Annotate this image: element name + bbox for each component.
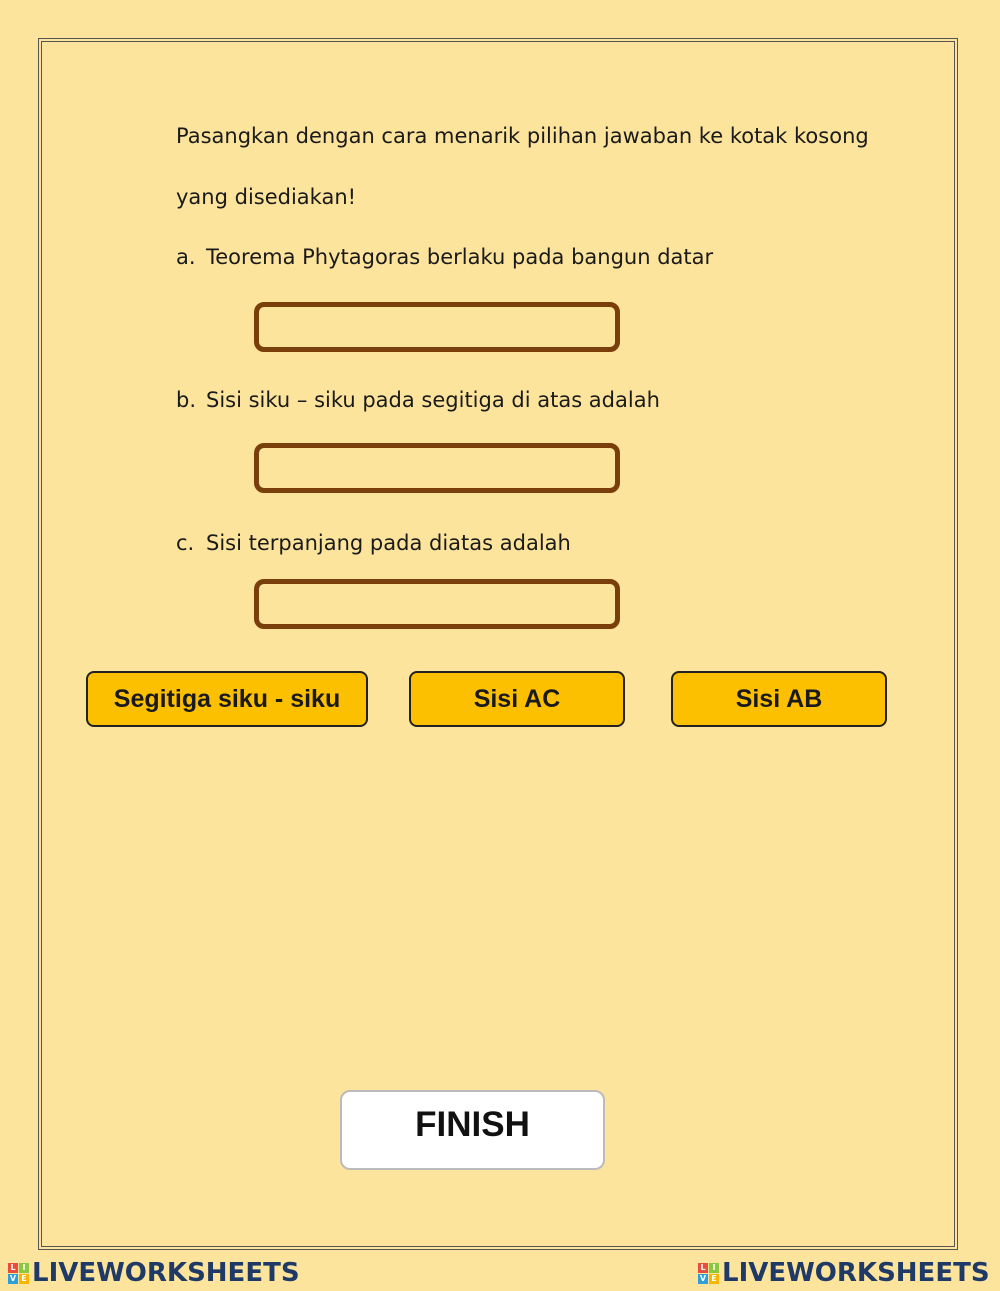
question-b-label: b. — [176, 388, 197, 412]
question-a-label: a. — [176, 245, 196, 269]
option-sisi-ac[interactable]: Sisi AC — [409, 671, 625, 727]
instruction-line-1: Pasangkan dengan cara menarik pilihan jawaban ke kotak kosong — [176, 124, 869, 148]
liveworksheets-logo-icon — [698, 1263, 719, 1284]
drop-box-a[interactable] — [254, 302, 620, 352]
drop-box-b[interactable] — [254, 443, 620, 493]
question-b — [176, 388, 660, 412]
liveworksheets-logo-icon — [8, 1263, 29, 1284]
logo-tile: V — [9, 1273, 17, 1283]
worksheet-frame-inner — [41, 41, 955, 1247]
logo-tile: E — [19, 1274, 29, 1284]
question-c-text: Sisi terpanjang pada diatas adalah — [206, 531, 571, 555]
brand-logo-right — [698, 1258, 990, 1288]
instruction-line-2: yang disediakan! — [176, 185, 357, 209]
brand-name: LIVEWORKSHEETS — [32, 1258, 300, 1288]
logo-tile: I — [19, 1263, 29, 1273]
logo-tile: E — [709, 1274, 719, 1284]
logo-tile: L — [698, 1263, 708, 1273]
logo-tile: L — [8, 1263, 18, 1273]
option-segitiga-siku-siku[interactable]: Segitiga siku - siku — [86, 671, 368, 727]
question-a — [176, 245, 713, 269]
question-c-label: c. — [176, 531, 195, 555]
drop-box-c[interactable] — [254, 579, 620, 629]
option-sisi-ab[interactable]: Sisi AB — [671, 671, 887, 727]
finish-button[interactable]: FINISH — [340, 1090, 605, 1170]
logo-tile: V — [699, 1273, 707, 1283]
question-a-text: Teorema Phytagoras berlaku pada bangun datar — [206, 245, 714, 269]
question-c — [176, 531, 571, 555]
logo-tile: I — [709, 1263, 719, 1273]
question-b-text: Sisi siku – siku pada segitiga di atas adalah — [206, 388, 660, 412]
brand-logo-left — [8, 1258, 300, 1288]
brand-name: LIVEWORKSHEETS — [722, 1258, 990, 1288]
